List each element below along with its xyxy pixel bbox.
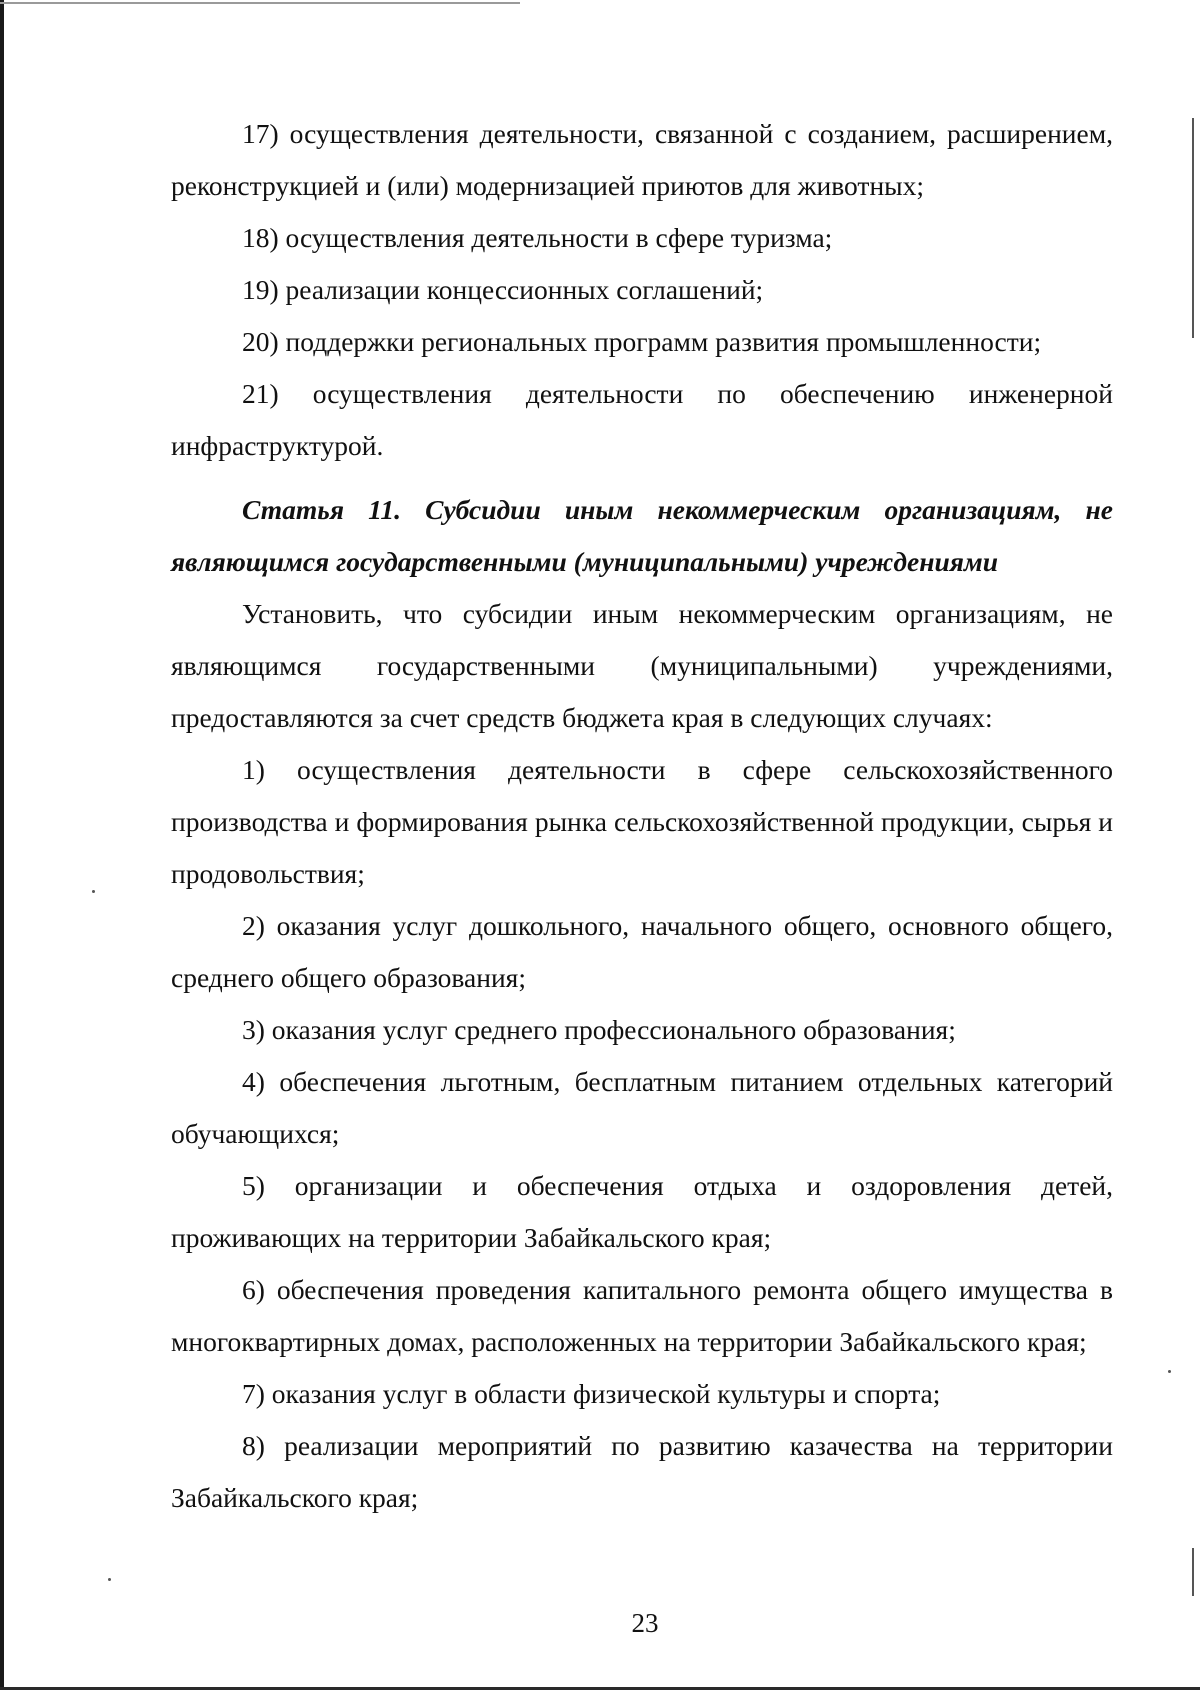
list-item: 6) обеспечения проведения капитального ремонта общего имущества в многоквартирных домах, расположенных на территории Забайкальского края; (171, 1274, 1113, 1357)
scan-mark-right (1192, 118, 1194, 338)
scan-border-left (0, 0, 4, 1690)
list-item: 3) оказания услуг среднего профессионального образования; (242, 1014, 956, 1045)
list-item: 1) осуществления деятельности в сфере сельскохозяйственного производства и формирования рынка сельскохозяйственной продукции, сырья и продовольствия; (171, 754, 1113, 889)
list-item: 17) осуществления деятельности, связанной с созданием, расширением, реконструкцией и (или) модернизацией приютов для животных; (171, 118, 1113, 201)
scan-border-top (0, 2, 520, 4)
list-item: 5) организации и обеспечения отдыха и оздоровления детей, проживающих на территории Забайкальского края; (171, 1170, 1113, 1253)
list-item: 7) оказания услуг в области физической культуры и спорта; (242, 1378, 941, 1409)
article-intro: Установить, что субсидии иным некоммерческим организациям, не являющимся государственными (муниципальными) учреждениями, предоставляются за счет средств бюджета края в следующих случаях: (171, 598, 1113, 733)
list-item: 2) оказания услуг дошкольного, начального общего, основного общего, среднего общего образования; (171, 910, 1113, 993)
list-item: 4) обеспечения льготным, бесплатным питанием отдельных категорий обучающихся; (171, 1066, 1113, 1149)
scan-speck (1168, 1370, 1171, 1373)
page-number: 23 (631, 1608, 659, 1638)
list-item: 20) поддержки региональных программ развития промышленности; (242, 326, 1042, 357)
list-item: 8) реализации мероприятий по развитию казачества на территории Забайкальского края; (171, 1430, 1113, 1513)
scan-speck (108, 1578, 111, 1581)
scan-speck (92, 890, 95, 893)
list-item: 18) осуществления деятельности в сфере туризма; (242, 222, 833, 253)
scan-mark-right (1192, 1548, 1194, 1596)
document-body (171, 108, 1113, 1524)
list-item: 21) осуществления деятельности по обеспечению инженерной инфраструктурой. (171, 378, 1113, 461)
article-heading: Статья 11. Субсидии иным некоммерческим организациям, не являющимся государственными (муниципальными) учреждениями (171, 494, 1113, 577)
list-item: 19) реализации концессионных соглашений; (242, 274, 764, 305)
